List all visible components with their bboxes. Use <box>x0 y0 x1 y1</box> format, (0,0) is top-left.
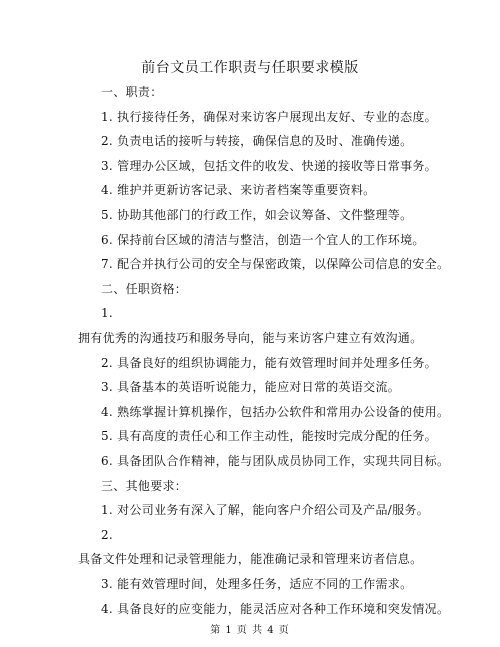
section-heading-qualifications: 二、任职资格： <box>101 281 188 296</box>
section-heading-other: 三、其他要求： <box>101 478 188 493</box>
qualification-item-1-number: 1. <box>101 306 114 321</box>
duty-item-2: 2. 负责电话的接听与转接，确保信息的及时、准确传递。 <box>101 134 413 149</box>
duty-item-7: 7. 配合并执行公司的安全与保密政策，以保障公司信息的安全。 <box>101 257 450 272</box>
duty-item-3: 3. 管理办公区域，包括文件的收发、快递的接收等日常事务。 <box>101 158 437 173</box>
duty-item-6: 6. 保持前台区域的清洁与整洁，创造一个宜人的工作环境。 <box>101 232 425 247</box>
qualification-item-3: 3. 具备基本的英语听说能力，能应对日常的英语交流。 <box>101 380 401 395</box>
qualification-item-6: 6. 具备团队合作精神，能与团队成员协同工作，实现共同目标。 <box>101 454 450 468</box>
qualification-item-2: 2. 具备良好的组织协调能力，能有效管理时间并处理多任务。 <box>101 355 437 370</box>
page-footer: 第 1 页 共 4 页 <box>210 625 290 636</box>
other-item-2-text: 具备文件处理和记录管理能力，能准确记录和管理来访者信息。 <box>78 552 423 567</box>
duty-item-4: 4. 维护并更新访客记录、来访者档案等重要资料。 <box>101 183 376 198</box>
other-item-3: 3. 能有效管理时间，处理多任务，适应不同的工作需求。 <box>101 577 413 591</box>
qualification-item-5: 5. 具有高度的责任心和工作主动性，能按时完成分配的任务。 <box>101 429 437 444</box>
section-heading-duties: 一、职责： <box>101 85 163 99</box>
other-item-2-number: 2. <box>101 527 114 542</box>
other-item-1: 1. 对公司业务有深入了解，能向客户介绍公司及产品/服务。 <box>101 503 430 518</box>
qualification-item-1-text: 拥有优秀的沟通技巧和服务导向，能与来访客户建立有效沟通。 <box>78 331 423 345</box>
duty-item-1: 1. 执行接待任务，确保对来访客户展现出友好、专业的态度。 <box>101 109 437 124</box>
other-item-4: 4. 具备良好的应变能力，能灵活应对各种工作环境和突发情况。 <box>101 601 450 616</box>
duty-item-5: 5. 协助其他部门的行政工作，如会议筹备、文件整理等。 <box>101 208 413 222</box>
document-title: 前台文员工作职责与任职要求模版 <box>141 60 359 76</box>
qualification-item-4: 4. 熟练掌握计算机操作，包括办公软件和常用办公设备的使用。 <box>101 404 450 419</box>
